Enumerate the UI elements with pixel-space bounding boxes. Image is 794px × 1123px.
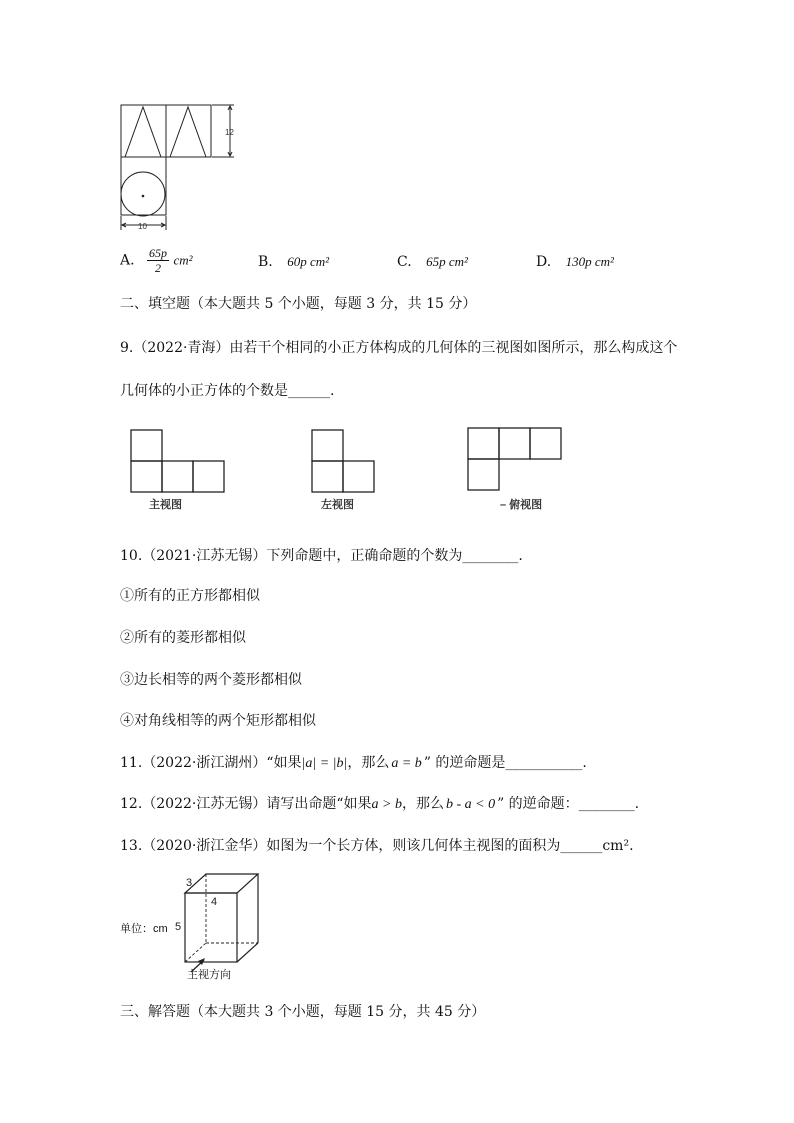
q8-option-d: D. 130p cm² [536,254,614,270]
q11-stem: 11.（2022·浙江湖州）“如果|a| = |b|，那么 a = b ” 的逆命题是___________. [120,755,587,771]
q9-stem-line1: 9.（2022·青海）由若干个相同的小正方体构成的几何体的三视图如图所示，那么构成这个 [120,340,678,356]
q9-stem-line2: 几何体的小正方体的个数是______. [120,383,335,399]
q10-item-4: ④对角线相等的两个矩形都相似 [120,713,316,729]
q8-option-a [120,246,193,280]
q8-height-label: 12 [225,128,234,137]
q12-stem: 12.（2022·江苏无锡）请写出命题“如果a > b，那么 b - a < 0 ” 的逆命题：________. [120,796,640,812]
option-a-fraction: $\frac{65p}{2}$ [149,246,168,275]
q13-unit-label: 单位：cm [120,923,168,935]
q10-item-1: ①所有的正方形都相似 [120,588,260,604]
option-a-label: A. [120,252,135,269]
q10-item-2: ②所有的菱形都相似 [120,630,246,646]
q13-direction-label: 主视方向 [187,969,231,981]
q10-item-3: ③边长相等的两个菱形都相似 [120,672,302,688]
q9-top-view [468,428,561,490]
q9-front-view [131,430,224,492]
option-c-value: 65p cm² [426,254,468,269]
q8-three-view-figure [112,100,247,240]
q8-top-view [121,157,166,215]
q9-front-view-label: 主视图 [149,499,182,511]
q8-option-b: B. 60p cm² [258,254,330,270]
q8-front-triangle [125,107,161,157]
section2-heading: 二、填空题（本大题共 5 个小题，每题 3 分，共 15 分） [120,296,477,312]
q9-left-view-label: 左视图 [321,499,354,511]
q8-top-circle [121,172,165,216]
q12-condition: a > b [371,797,402,812]
option-d-value: 130p cm² [565,254,614,269]
section3-heading: 三、解答题（本大题共 3 个小题，每题 15 分，共 45 分） [120,1004,486,1020]
q8-left-triangle [170,107,206,157]
q12-conclusion: b - a < 0 [445,797,496,812]
q13-height-label: 5 [175,921,182,933]
q11-eq-expression: a = b [391,756,422,771]
q10-stem: 10.（2021·江苏无锡）下列命题中，正确命题的个数为________. [120,548,523,564]
q8-width-label: 10 [138,222,147,231]
q9-three-views-figure [125,424,575,519]
q11-abs-expression: |a| = |b| [301,756,348,771]
option-b-value: 60p cm² [287,254,330,269]
q9-left-view [312,430,374,492]
q13-depth-label: 3 [186,877,193,889]
option-a-unit: cm² [173,252,193,268]
q9-top-view-label: – 俯视图 [500,499,543,511]
q13-stem: 13.（2020·浙江金华）如图为一个长方体，则该几何体主视图的面积为______cm². [120,838,634,854]
q13-width-label: 4 [211,896,218,908]
q8-option-c: C. 65p cm² [397,254,468,270]
